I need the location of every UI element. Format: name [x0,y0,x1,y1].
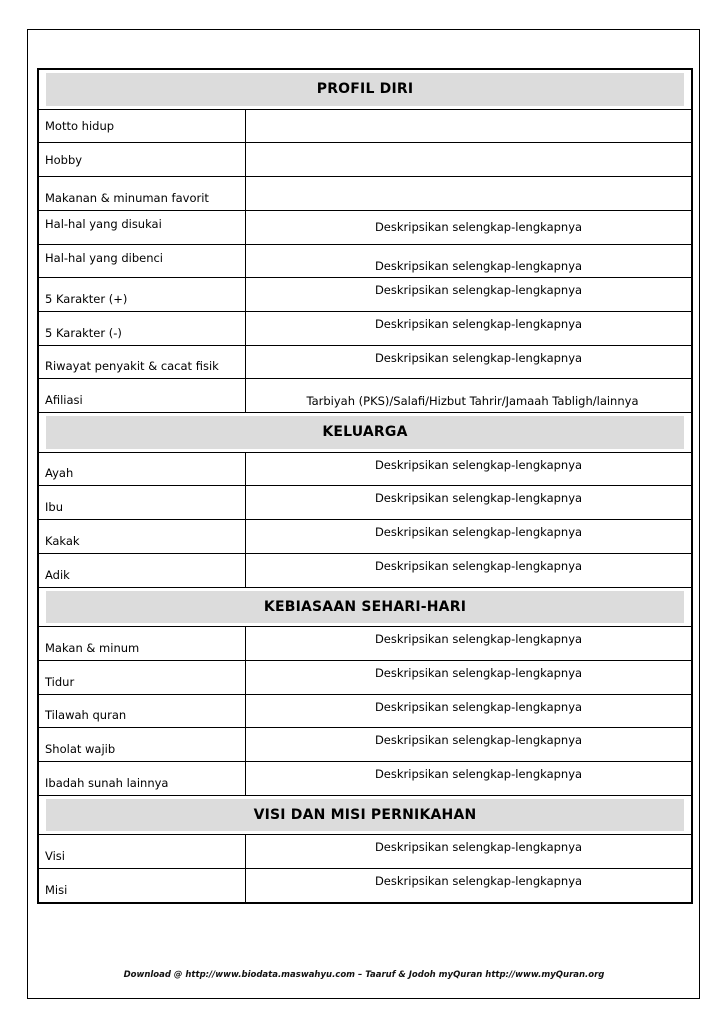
form-row-makan [39,627,691,661]
field-label: Tidur [39,661,246,694]
form-row-ayah [39,453,691,487]
form-row-motto [39,110,691,144]
afiliasi-input[interactable]: Tarbiyah (PKS)/Salafi/Hizbut Tahrir/Jamaah Tabligh/lainnya [306,394,639,409]
karakter-minus-input[interactable]: Deskripsikan selengkap-lengkapnya [374,316,583,331]
field-label: Hobby [39,143,246,176]
karakter-plus-input[interactable]: Deskripsikan selengkap-lengkapnya [374,283,583,298]
section-header-keluarga [39,413,691,453]
field-label: Hal-hal yang disukai [39,211,246,244]
hobby-input[interactable] [246,143,691,176]
section-header-kebiasaan [39,588,691,628]
form-row-karakter-minus [39,312,691,346]
form-row-disukai [39,211,691,245]
form-row-tidur [39,661,691,695]
form-row-tilawah [39,695,691,729]
section-header-profil-diri [39,70,691,110]
field-label: Ibu [39,486,246,519]
disukai-input[interactable]: Deskripsikan selengkap-lengkapnya [374,220,583,235]
form-row-dibenci [39,245,691,279]
section-title: PROFIL DIRI [46,73,684,106]
form-row-sholat [39,728,691,762]
field-label: Afiliasi [39,379,246,412]
form-row-visi [39,835,691,869]
field-label: Hal-hal yang dibenci [39,245,246,278]
section-title: KELUARGA [46,416,684,449]
field-label: Misi [39,869,246,902]
field-label: Ibadah sunah lainnya [39,762,246,795]
form-row-misi [39,869,691,902]
penyakit-input[interactable]: Deskripsikan selengkap-lengkapnya [374,350,583,365]
form-row-kakak [39,520,691,554]
field-label: Ayah [39,453,246,486]
section-title: KEBIASAAN SEHARI-HARI [46,591,684,624]
makanan-input[interactable] [246,177,691,210]
adik-input[interactable]: Deskripsikan selengkap-lengkapnya [374,558,583,573]
field-label: Visi [39,835,246,868]
ayah-input[interactable]: Deskripsikan selengkap-lengkapnya [374,457,583,472]
form-row-penyakit [39,346,691,380]
form-row-makanan [39,177,691,211]
field-label: Riwayat penyakit & cacat fisik [39,346,246,379]
tidur-input[interactable]: Deskripsikan selengkap-lengkapnya [374,665,583,680]
visi-input[interactable]: Deskripsikan selengkap-lengkapnya [374,840,583,855]
form-row-ibu [39,486,691,520]
field-label: Sholat wajib [39,728,246,761]
form-row-hobby [39,143,691,177]
field-label: Kakak [39,520,246,553]
form-row-karakter-plus [39,278,691,312]
tilawah-input[interactable]: Deskripsikan selengkap-lengkapnya [374,699,583,714]
field-label: 5 Karakter (-) [39,312,246,345]
ibadah-input[interactable]: Deskripsikan selengkap-lengkapnya [374,767,583,782]
ibu-input[interactable]: Deskripsikan selengkap-lengkapnya [374,491,583,506]
footer-download-link[interactable]: Download @ http://www.biodata.maswahyu.com – Taaruf & Jodoh myQuran http://www.myQuran.org [123,970,605,980]
field-label: 5 Karakter (+) [39,278,246,311]
form-row-ibadah [39,762,691,796]
sholat-input[interactable]: Deskripsikan selengkap-lengkapnya [374,733,583,748]
makan-input[interactable]: Deskripsikan selengkap-lengkapnya [374,632,583,647]
section-header-visi-misi [39,796,691,836]
dibenci-input[interactable]: Deskripsikan selengkap-lengkapnya [374,259,583,274]
section-title: VISI DAN MISI PERNIKAHAN [46,799,684,832]
kakak-input[interactable]: Deskripsikan selengkap-lengkapnya [374,525,583,540]
field-label: Tilawah quran [39,695,246,728]
motto-input[interactable] [246,110,691,143]
biodata-form [37,68,693,904]
field-label: Motto hidup [39,110,246,143]
field-label: Makanan & minuman favorit [39,177,246,210]
misi-input[interactable]: Deskripsikan selengkap-lengkapnya [374,874,583,889]
field-label: Makan & minum [39,627,246,660]
form-row-afiliasi [39,379,691,413]
form-row-adik [39,554,691,588]
field-label: Adik [39,554,246,587]
